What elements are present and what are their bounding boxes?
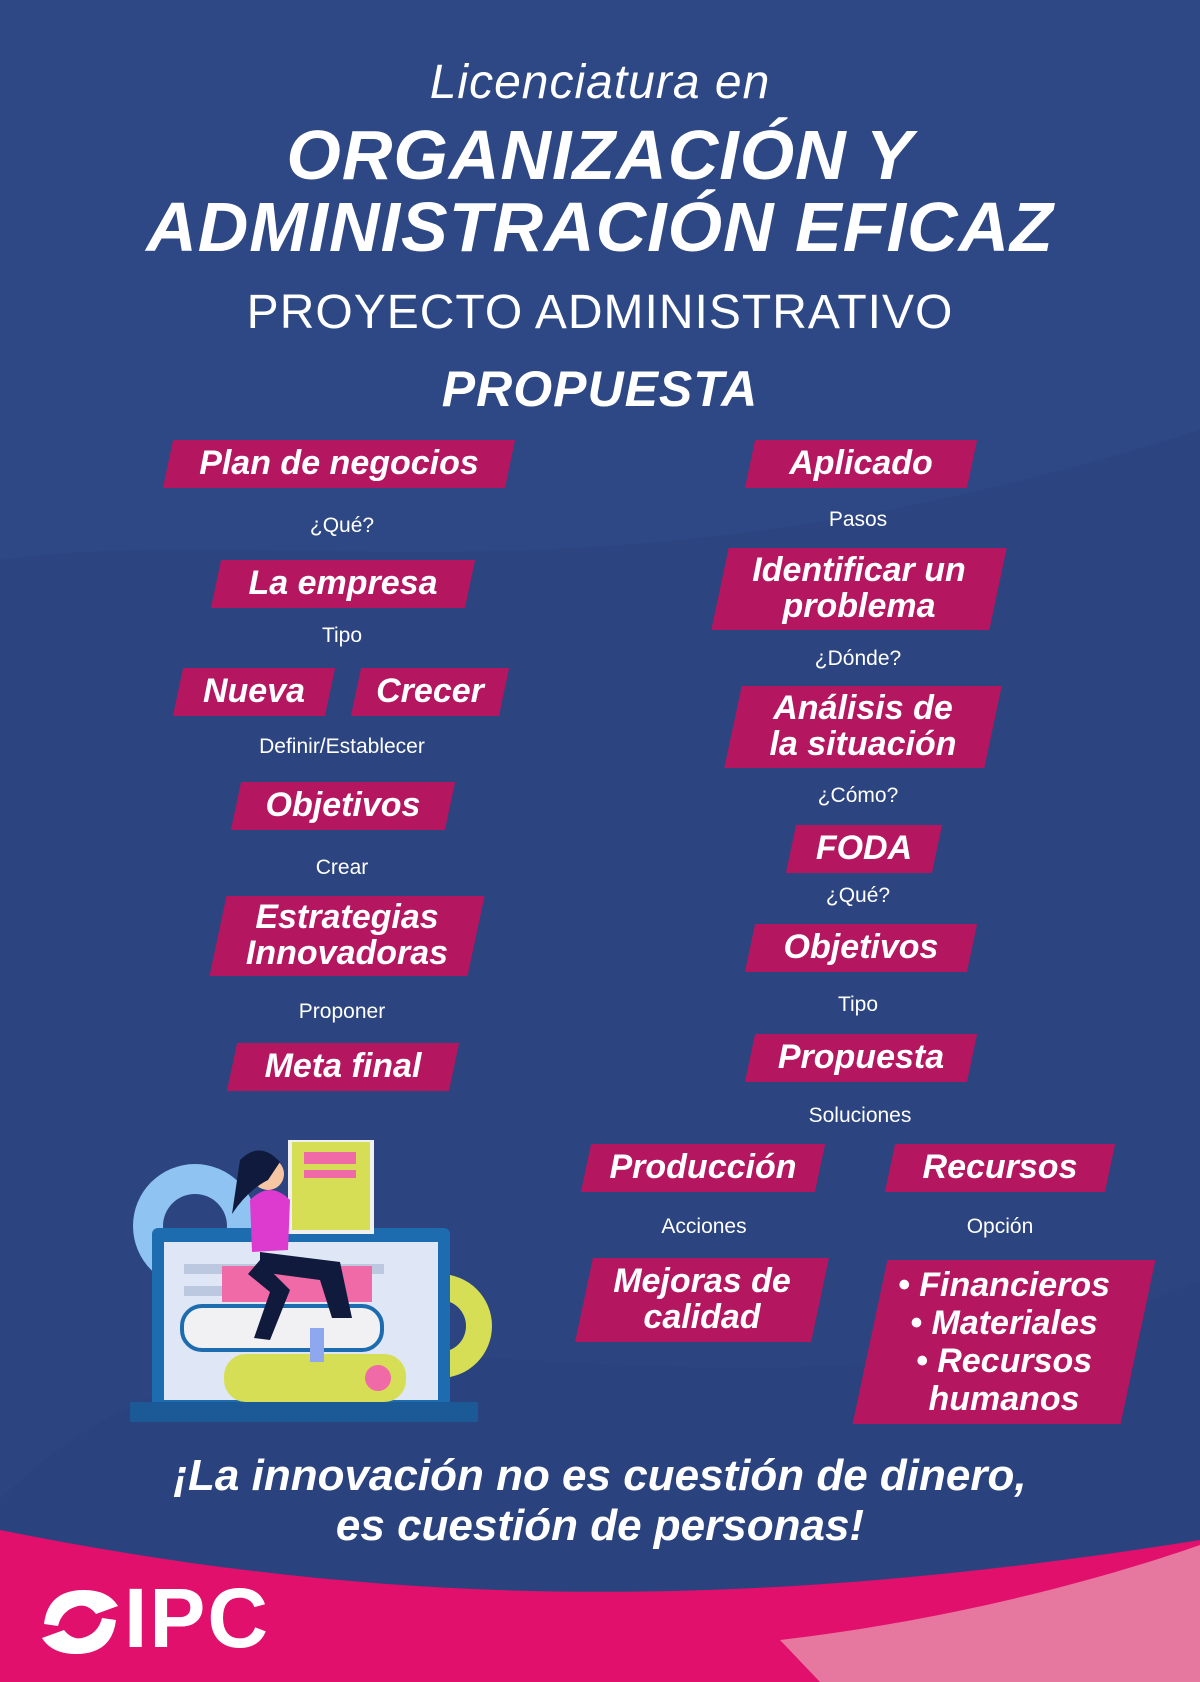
header-line4: PROYECTO ADMINISTRATIVO: [246, 286, 954, 339]
header-line3: ADMINISTRACIÓN EFICAZ: [146, 188, 1054, 266]
tag-identificar: Identificar un problema: [720, 548, 998, 630]
slogan-line2: es cuestión de personas!: [335, 1501, 865, 1550]
yellow-book-icon: [290, 1140, 372, 1232]
label-acciones: Acciones: [661, 1215, 747, 1238]
tag-la-empresa: La empresa: [216, 560, 470, 608]
tag-analisis: Análisis de la situación: [733, 686, 993, 768]
tag-foda: FODA: [791, 825, 937, 873]
tag-propuesta: Propuesta: [750, 1034, 972, 1082]
label-tipo-left: Tipo: [321, 624, 363, 647]
label-tipo-right: Tipo: [837, 993, 879, 1016]
tag-objetivos-left: Objetivos: [236, 782, 450, 830]
label-como: ¿Cómo?: [817, 784, 899, 807]
label-que: ¿Qué?: [309, 514, 375, 537]
tag-meta-final: Meta final: [232, 1043, 454, 1091]
student-books-illustration: [120, 1140, 510, 1430]
label-donde: ¿Dónde?: [814, 647, 902, 670]
ipc-logo-icon: [38, 1584, 122, 1660]
label-opcion: Opción: [966, 1215, 1034, 1238]
tag-plan-de-negocios: Plan de negocios: [168, 440, 510, 488]
tag-mejoras: Mejoras de calidad: [584, 1258, 820, 1342]
label-que-right: ¿Qué?: [825, 884, 891, 907]
ipc-logo-text: IPC: [124, 1571, 271, 1665]
header-line1: Licenciatura en: [429, 56, 771, 109]
tag-aplicado: Aplicado: [750, 440, 972, 488]
tag-crecer: Crecer: [356, 668, 504, 716]
tag-produccion: Producción: [586, 1144, 820, 1192]
tag-recursos-lista: • Financieros • Materiales • Recursos humanos: [870, 1260, 1138, 1424]
tag-nueva: Nueva: [178, 668, 330, 716]
label-crear: Crear: [315, 856, 369, 879]
header-line2: ORGANIZACIÓN Y: [286, 116, 914, 194]
tag-recursos: Recursos: [890, 1144, 1110, 1192]
header-line5: PROPUESTA: [441, 361, 759, 417]
tag-objetivos-right: Objetivos: [750, 924, 972, 972]
label-proponer: Proponer: [298, 1000, 386, 1023]
label-definir: Definir/Establecer: [259, 735, 425, 758]
label-pasos: Pasos: [828, 508, 888, 531]
slogan-line1: ¡La innovación no es cuestión de dinero,: [173, 1451, 1027, 1500]
tag-estrategias: Estrategias Innovadoras: [218, 896, 476, 976]
label-soluciones: Soluciones: [808, 1104, 912, 1127]
